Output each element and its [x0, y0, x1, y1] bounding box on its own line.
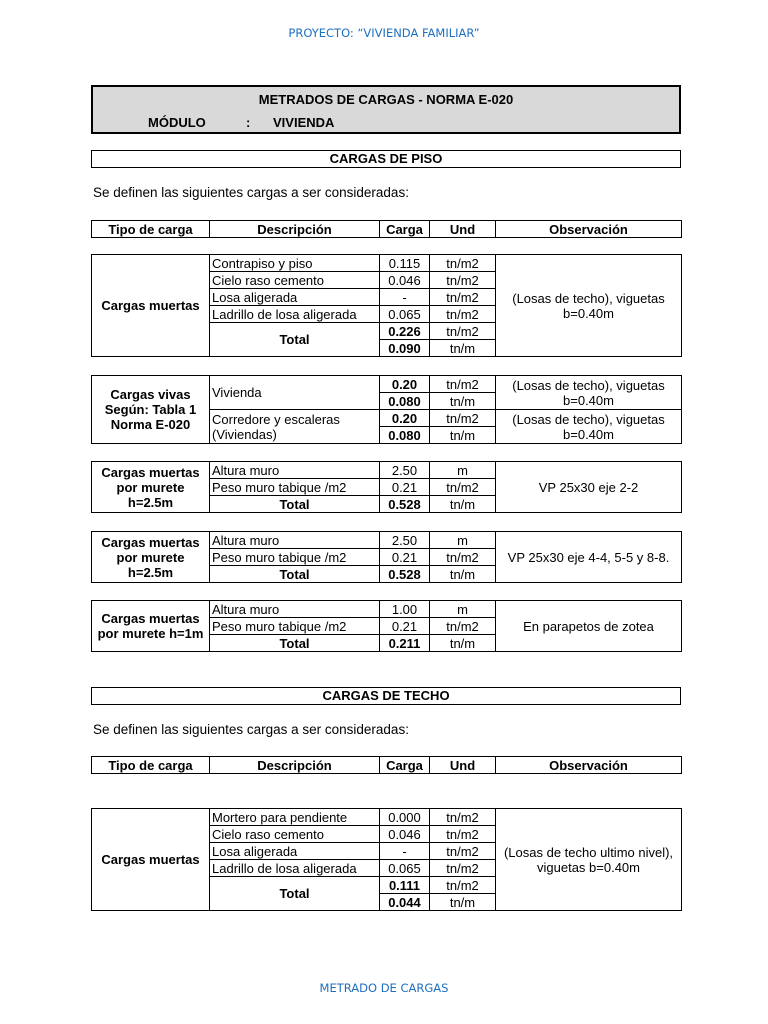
col-tipo: Tipo de carga — [92, 221, 210, 238]
und-cell: tn/m2 — [430, 376, 496, 393]
tipo-cell: Cargas muertas por murete h=2.5m — [92, 532, 210, 583]
total-carga: 0.528 — [380, 566, 430, 583]
total-und: tn/m — [430, 566, 496, 583]
und-cell: tn/m2 — [430, 860, 496, 877]
desc-cell: Corredore y escaleras (Viviendas) — [210, 410, 380, 444]
und-cell: m — [430, 601, 496, 618]
piso-intro: Se definen las siguientes cargas a ser consideradas: — [93, 185, 409, 200]
page-footer: METRADO DE CARGAS — [319, 981, 449, 995]
und-cell: tn/m2 — [430, 255, 496, 272]
piso-muertas-table — [91, 254, 682, 357]
techo-intro: Se definen las siguientes cargas a ser consideradas: — [93, 722, 409, 737]
und-cell: tn/m2 — [430, 809, 496, 826]
tipo-cell: Cargas muertas por murete h=2.5m — [92, 462, 210, 513]
total-label: Total — [210, 496, 380, 513]
table-row — [92, 462, 682, 479]
total-carga: 0.211 — [380, 635, 430, 652]
desc-cell: Losa aligerada — [210, 843, 380, 860]
carga-cell: 0.046 — [380, 826, 430, 843]
und-cell: tn/m2 — [430, 289, 496, 306]
total-und: tn/m — [430, 496, 496, 513]
carga-cell: 0.080 — [380, 393, 430, 410]
tipo-cell: Cargas vivas Según: Tabla 1 Norma E-020 — [92, 376, 210, 444]
desc-cell: Altura muro — [210, 462, 380, 479]
col-und: Und — [430, 221, 496, 238]
desc-cell: Altura muro — [210, 532, 380, 549]
und-cell: tn/m2 — [430, 618, 496, 635]
carga-cell: 0.080 — [380, 427, 430, 444]
carga-cell: 1.00 — [380, 601, 430, 618]
obs-cell: (Losas de techo ultimo nivel), viguetas b=0.40m — [496, 809, 682, 911]
total-und: tn/m — [430, 340, 496, 357]
total-label: Total — [210, 566, 380, 583]
piso-murete3-table — [91, 600, 682, 652]
total-und: tn/m — [430, 635, 496, 652]
total-label: Total — [210, 635, 380, 652]
desc-cell: Cielo raso cemento — [210, 272, 380, 289]
carga-cell: 0.21 — [380, 479, 430, 496]
carga-cell: 0.065 — [380, 860, 430, 877]
und-cell: tn/m2 — [430, 549, 496, 566]
table-row — [92, 601, 682, 618]
carga-cell: 2.50 — [380, 532, 430, 549]
modulo-value: VIVIENDA — [273, 115, 335, 130]
und-cell: tn/m — [430, 427, 496, 444]
piso-murete1-table — [91, 461, 682, 513]
carga-cell: 0.000 — [380, 809, 430, 826]
document-title: METRADOS DE CARGAS - NORMA E-020 — [258, 92, 514, 107]
col-und: Und — [430, 757, 496, 774]
total-carga: 0.044 — [380, 894, 430, 911]
und-cell: tn/m2 — [430, 843, 496, 860]
col-observacion: Observación — [496, 221, 682, 238]
und-cell: tn/m2 — [430, 272, 496, 289]
desc-cell: Peso muro tabique /m2 — [210, 618, 380, 635]
table-row — [92, 532, 682, 549]
und-cell: tn/m2 — [430, 306, 496, 323]
piso-column-header — [91, 220, 682, 238]
total-carga: 0.226 — [380, 323, 430, 340]
col-descripcion: Descripción — [210, 757, 380, 774]
total-und: tn/m — [430, 894, 496, 911]
carga-cell: 0.065 — [380, 306, 430, 323]
carga-cell: 2.50 — [380, 462, 430, 479]
desc-cell: Ladrillo de losa aligerada — [210, 306, 380, 323]
desc-cell: Altura muro — [210, 601, 380, 618]
desc-cell: Peso muro tabique /m2 — [210, 549, 380, 566]
tipo-cell: Cargas muertas por murete h=1m — [92, 601, 210, 652]
desc-cell: Vivienda — [210, 376, 380, 410]
obs-cell: VP 25x30 eje 2-2 — [496, 462, 682, 513]
modulo-label: MÓDULO — [148, 115, 206, 130]
carga-cell: 0.20 — [380, 410, 430, 427]
und-cell: tn/m2 — [430, 410, 496, 427]
total-carga: 0.111 — [380, 877, 430, 894]
carga-cell: 0.20 — [380, 376, 430, 393]
obs-cell: (Losas de techo), viguetas b=0.40m — [496, 255, 682, 357]
total-carga: 0.528 — [380, 496, 430, 513]
carga-cell: - — [380, 289, 430, 306]
tipo-cell: Cargas muertas — [92, 255, 210, 357]
col-observacion: Observación — [496, 757, 682, 774]
und-cell: tn/m2 — [430, 479, 496, 496]
obs-cell: (Losas de techo), viguetas b=0.40m — [496, 376, 682, 410]
tipo-cell: Cargas muertas — [92, 809, 210, 911]
und-cell: tn/m2 — [430, 826, 496, 843]
obs-cell: En parapetos de zotea — [496, 601, 682, 652]
table-row — [92, 255, 682, 272]
modulo-colon: : — [246, 115, 251, 130]
total-und: tn/m2 — [430, 323, 496, 340]
table-row — [92, 809, 682, 826]
und-cell: m — [430, 532, 496, 549]
table-row — [92, 376, 682, 393]
carga-cell: 0.046 — [380, 272, 430, 289]
und-cell: tn/m — [430, 393, 496, 410]
col-tipo: Tipo de carga — [92, 757, 210, 774]
col-descripcion: Descripción — [210, 221, 380, 238]
obs-cell: VP 25x30 eje 4-4, 5-5 y 8-8. — [496, 532, 682, 583]
title-box — [91, 85, 681, 134]
desc-cell: Contrapiso y piso — [210, 255, 380, 272]
techo-muertas-table — [91, 808, 682, 911]
col-carga: Carga — [380, 221, 430, 238]
carga-cell: - — [380, 843, 430, 860]
carga-cell: 0.21 — [380, 549, 430, 566]
section-cargas-techo: CARGAS DE TECHO — [91, 687, 681, 705]
techo-column-header — [91, 756, 682, 774]
desc-cell: Cielo raso cemento — [210, 826, 380, 843]
desc-cell: Mortero para pendiente — [210, 809, 380, 826]
desc-cell: Losa aligerada — [210, 289, 380, 306]
piso-vivas-table — [91, 375, 682, 444]
desc-cell: Peso muro tabique /m2 — [210, 479, 380, 496]
page-header: PROYECTO: “VIVIENDA FAMILIAR” — [288, 26, 480, 40]
section-cargas-piso: CARGAS DE PISO — [91, 150, 681, 168]
piso-murete2-table — [91, 531, 682, 583]
carga-cell: 0.21 — [380, 618, 430, 635]
total-label: Total — [210, 323, 380, 357]
und-cell: m — [430, 462, 496, 479]
total-und: tn/m2 — [430, 877, 496, 894]
obs-cell: (Losas de techo), viguetas b=0.40m — [496, 410, 682, 444]
desc-cell: Ladrillo de losa aligerada — [210, 860, 380, 877]
carga-cell: 0.115 — [380, 255, 430, 272]
col-carga: Carga — [380, 757, 430, 774]
total-label: Total — [210, 877, 380, 911]
total-carga: 0.090 — [380, 340, 430, 357]
